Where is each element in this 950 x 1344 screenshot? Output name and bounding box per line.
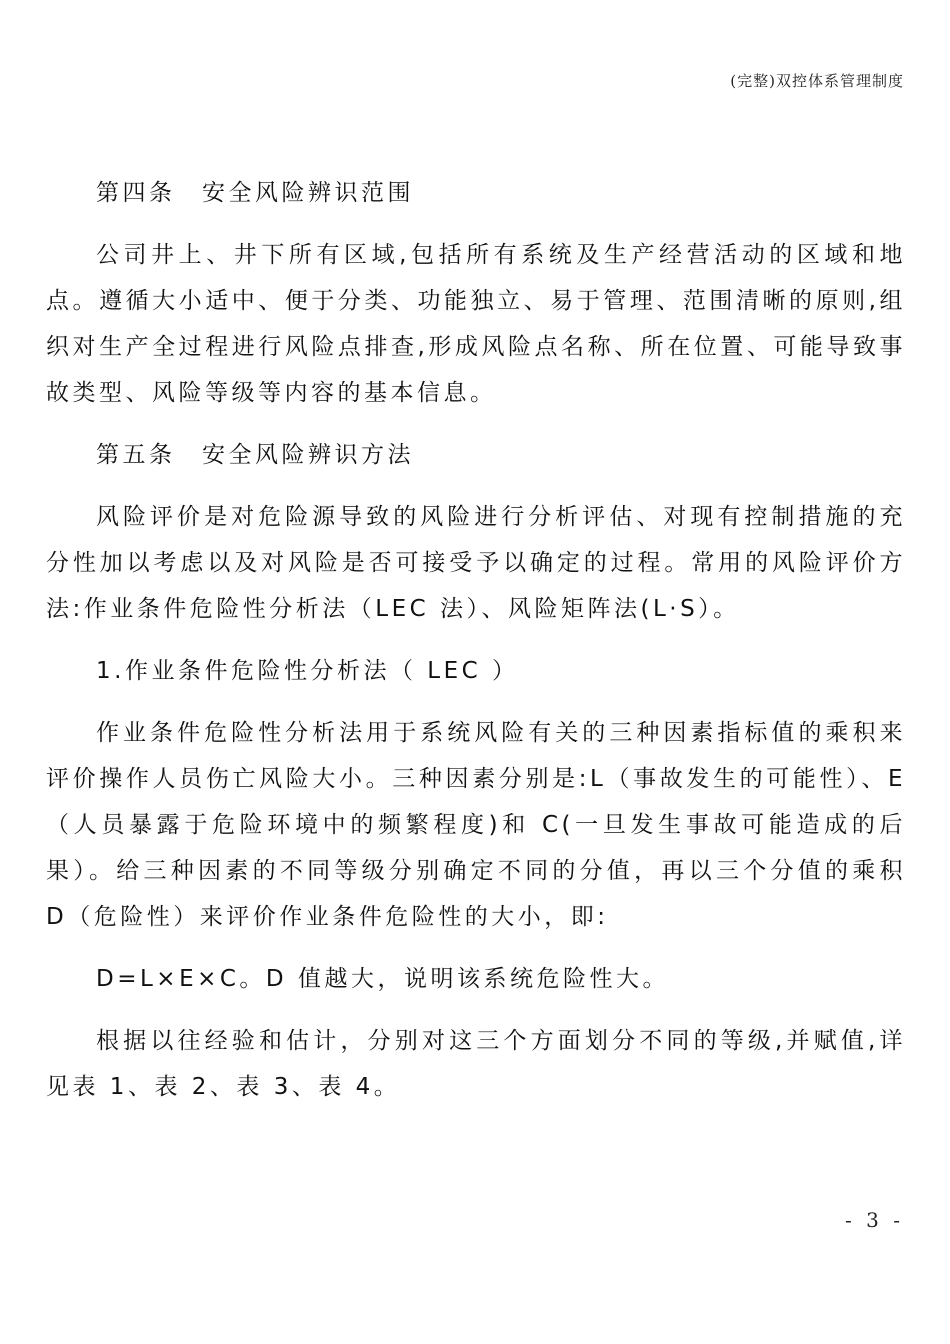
formula-paragraph: D=L×E×C。D 值越大，说明该系统危险性大。	[96, 966, 669, 992]
article-5-heading: 第五条 安全风险辨识方法	[96, 442, 414, 468]
running-header: (完整)双控体系管理制度	[730, 72, 904, 90]
document-body	[46, 170, 906, 1126]
article-4-paragraph: 公司井上、井下所有区域,包括所有系统及生产经营活动的区域和地点。遵循大小适中、便于分类、功能独立、易于管理、范围清晰的原则,组织对生产全过程进行风险点排查,形成风险点名称、所在位置、可能导致事故类型、风险等级等内容的基本信息。	[46, 242, 906, 406]
grading-paragraph: 根据以往经验和估计，分别对这三个方面划分不同的等级,并赋值,详见表 1、表 2、表 3、表 4。	[46, 1028, 906, 1100]
lec-method-heading: 1.作业条件危险性分析法（ LEC ）	[96, 658, 519, 684]
page-number: - 3 -	[845, 1208, 904, 1232]
lec-method-paragraph: 作业条件危险性分析法用于系统风险有关的三种因素指标值的乘积来评价操作人员伤亡风险大小。三种因素分别是:L（事故发生的可能性）、E（人员暴露于危险环境中的频繁程度)和 C(一旦发生事故可能造成的后果）。给三种因素的不同等级分别确定不同的分值，再以三个分值的乘积 D（危险性）来评价作业条件危险性的大小，即:	[46, 720, 906, 930]
risk-evaluation-paragraph: 风险评价是对危险源导致的风险进行分析评估、对现有控制措施的充分性加以考虑以及对风险是否可接受予以确定的过程。常用的风险评价方法:作业条件危险性分析法（LEC 法）、风险矩阵法(L·S）。	[46, 504, 906, 622]
article-4-heading: 第四条 安全风险辨识范围	[96, 180, 414, 206]
